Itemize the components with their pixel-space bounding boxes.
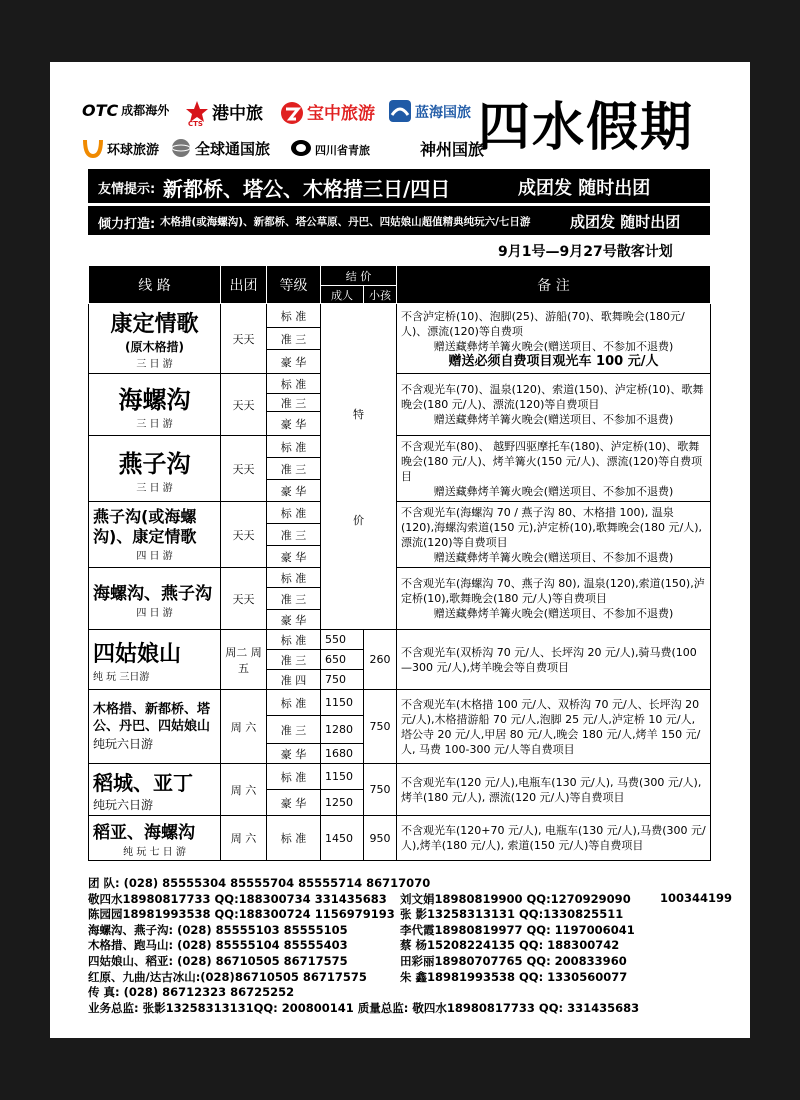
route-days: 纯玩六日游 bbox=[93, 797, 154, 812]
logo-otc-name: 成都海外 bbox=[121, 103, 170, 118]
adult-price: 1280 bbox=[321, 716, 364, 744]
grade-cell: 标 准 bbox=[267, 630, 321, 650]
logo-otc bbox=[82, 101, 169, 120]
route-cell bbox=[89, 374, 221, 436]
grade-cell: 标 准 bbox=[267, 374, 321, 394]
adult-price: 1450 bbox=[321, 816, 364, 861]
grade-cell: 标 准 bbox=[267, 304, 321, 328]
grade-cell: 准 三 bbox=[267, 328, 321, 350]
route-cell bbox=[89, 568, 221, 630]
special-char-te: 特 bbox=[353, 407, 364, 421]
logo-bcts bbox=[280, 99, 375, 129]
banner-tip bbox=[88, 169, 710, 203]
note-cell bbox=[397, 816, 711, 861]
logo-quanqiutong bbox=[170, 137, 270, 163]
logo-quanqiutong-name: 全球通国旅 bbox=[195, 140, 271, 158]
logo-qinglv-name: 四川省青旅 bbox=[315, 144, 370, 157]
route-name: 木格措、新都桥、塔公、丹巴、四姑娘山 bbox=[93, 702, 211, 734]
grade-cell: 豪 华 bbox=[267, 744, 321, 764]
depart-freq: 周 六 bbox=[221, 816, 267, 861]
note-line-emphasis: 赠送必须自费项目观光车 100 元/人 bbox=[448, 353, 659, 369]
contact-text: 团 队: (028) 85555304 85555704 85555714 86717070 bbox=[88, 876, 431, 890]
logo-qinglv bbox=[290, 139, 370, 161]
route-days: 三 日 游 bbox=[136, 359, 173, 370]
header-depart: 出团 bbox=[221, 266, 267, 304]
grade-cell: 标 准 bbox=[267, 764, 321, 790]
contact-text: 红原、九曲/达古冰山:(028)86710505 86717575 bbox=[88, 969, 367, 984]
depart-freq: 周二 周五 bbox=[221, 630, 267, 690]
note-line: 赠送藏彝烤羊篝火晚会(赠送项目、不参加不退费) bbox=[433, 607, 674, 620]
depart-freq: 天天 bbox=[221, 568, 267, 630]
lanhai-logo-icon bbox=[388, 99, 412, 127]
route-name: 燕子沟(或海螺沟)、康定情歌 bbox=[93, 507, 197, 546]
price-table bbox=[88, 265, 711, 861]
adult-price: 1680 bbox=[321, 744, 364, 764]
contact-row bbox=[88, 937, 728, 953]
contact-row bbox=[88, 875, 728, 891]
contact-row bbox=[88, 969, 728, 985]
note-line: 不含观光车(木格措 100 元/人、双桥沟 70 元/人、长坪沟 20 元/人),木格措游船 70 元/人,泡脚 25 元/人,泸定桥 10 元/人,塔公寺 20 元/人,甲居 80 元/人,晚会 180 元/人,烤羊 150 元/人, 马费 100-300 元/人等自费项目 bbox=[401, 697, 701, 756]
route-cell bbox=[89, 436, 221, 502]
logo-bcts-name: 宝中旅游 bbox=[307, 104, 375, 124]
banner-tip-right: 成团发 随时出团 bbox=[518, 178, 651, 199]
depart-freq: 天天 bbox=[221, 304, 267, 374]
child-price: 950 bbox=[364, 816, 397, 861]
grade-cell: 准 三 bbox=[267, 716, 321, 744]
adult-price: 1150 bbox=[321, 690, 364, 716]
route-sub: (原木格措) bbox=[125, 340, 184, 354]
note-line: 不含观光车(120+70 元/人), 电瓶车(130 元/人),马费(300 元/人),烤羊(180 元/人), 索道(150 元/人)等自费项目 bbox=[401, 824, 706, 852]
route-cell bbox=[89, 502, 221, 568]
logo-shenzhou bbox=[420, 137, 484, 160]
depart-freq: 周 六 bbox=[221, 764, 267, 816]
grade-cell: 标 准 bbox=[267, 690, 321, 716]
grade-cell: 豪 华 bbox=[267, 610, 321, 630]
route-name: 海螺沟、燕子沟 bbox=[93, 583, 212, 604]
note-cell bbox=[397, 436, 711, 502]
note-line: 不含观光车(80)、 越野四驱摩托车(180)、泸定桥(10)、歌舞晚会(180 元/人)、烤羊篝火(150 元/人)、漂流(120)等自费项目 bbox=[401, 439, 703, 483]
grade-cell: 准 三 bbox=[267, 588, 321, 610]
route-name: 稻城、亚丁 bbox=[93, 770, 193, 795]
contact-row bbox=[88, 953, 728, 969]
grade-cell: 标 准 bbox=[267, 436, 321, 458]
contact-text: 四姑娘山、稻亚: (028) 86710505 86717575 bbox=[88, 953, 348, 968]
table-row bbox=[89, 630, 711, 650]
grade-cell: 标 准 bbox=[267, 568, 321, 588]
child-price: 750 bbox=[364, 690, 397, 764]
depart-freq: 天天 bbox=[221, 502, 267, 568]
banner-feature-text: 木格措(或海螺沟)、新都桥、塔公草原、丹巴、四姑娘山超值精典纯玩六/七日游 bbox=[160, 216, 531, 228]
page-title: 四水假期 bbox=[478, 97, 695, 158]
adult-price: 1250 bbox=[321, 790, 364, 816]
globe-icon bbox=[170, 137, 192, 163]
note-cell bbox=[397, 502, 711, 568]
bcts-logo-icon bbox=[280, 101, 304, 129]
route-days: 三 日 游 bbox=[136, 482, 173, 494]
logo-huanqiu-name: 环球旅游 bbox=[107, 143, 160, 158]
special-char-jia: 价 bbox=[353, 513, 364, 527]
depart-freq: 天天 bbox=[221, 436, 267, 502]
grade-cell: 豪 华 bbox=[267, 546, 321, 568]
route-name: 四姑娘山 bbox=[93, 641, 182, 667]
contact-row bbox=[88, 890, 733, 907]
route-cell bbox=[89, 304, 221, 374]
route-cell bbox=[89, 764, 221, 816]
note-cell bbox=[397, 630, 711, 690]
route-name: 燕子沟 bbox=[118, 449, 191, 478]
child-price: 750 bbox=[364, 764, 397, 816]
note-line: 不含观光车(120 元/人),电瓶车(130 元/人), 马费(300 元/人),烤羊(180 元/人), 漂流(120 元/人)等自费项目 bbox=[401, 775, 702, 804]
grade-cell: 标 准 bbox=[267, 816, 321, 861]
grade-cell: 豪 华 bbox=[267, 480, 321, 502]
grade-cell: 准 四 bbox=[267, 670, 321, 690]
depart-freq: 周 六 bbox=[221, 690, 267, 764]
adult-price: 1150 bbox=[321, 764, 364, 790]
note-cell bbox=[397, 690, 711, 764]
note-cell bbox=[397, 568, 711, 630]
route-days: 三 日 游 bbox=[136, 418, 173, 430]
contact-text: 敬四水18980817733 QQ:188300734 331435683 bbox=[88, 891, 387, 906]
table-row bbox=[89, 568, 711, 588]
contact-text: 木格措、跑马山: (028) 85555104 85555403 bbox=[88, 938, 348, 953]
logo-shenzhou-name: 神州国旅 bbox=[420, 140, 485, 159]
banner-feature bbox=[88, 206, 710, 235]
note-cell bbox=[397, 374, 711, 436]
header-note: 备 注 bbox=[397, 266, 711, 304]
contact-row bbox=[88, 906, 728, 922]
note-line: 赠送藏彝烤羊篝火晚会(赠送项目、不参加不退费) bbox=[433, 484, 674, 498]
depart-freq: 天天 bbox=[221, 374, 267, 436]
grade-cell: 准 三 bbox=[267, 394, 321, 412]
header-child: 小孩 bbox=[364, 286, 397, 304]
grade-cell: 准 三 bbox=[267, 524, 321, 546]
route-days: 四 日 游 bbox=[136, 551, 173, 562]
note-cell bbox=[397, 764, 711, 816]
note-line: 不含观光车(海螺沟 70、燕子沟 80), 温泉(120),索道(150),泸定桥(10),歌舞晚会(180 元/人)等自费项目 bbox=[401, 577, 705, 605]
grade-cell: 准 三 bbox=[267, 458, 321, 480]
contact-row bbox=[88, 984, 728, 1000]
child-price: 260 bbox=[364, 630, 397, 690]
table-row bbox=[89, 304, 711, 328]
logo-lanhai bbox=[388, 99, 471, 127]
otc-logo-icon: OTC bbox=[82, 101, 119, 120]
contact-text: 陈园园18981993538 QQ:188300724 1156979193 bbox=[88, 907, 395, 922]
plan-title: 9月1号—9月27号散客计划 bbox=[498, 244, 673, 260]
grade-cell: 豪 华 bbox=[267, 350, 321, 374]
contact-section bbox=[88, 875, 733, 1015]
banner-tip-label: 友情提示: bbox=[98, 182, 156, 197]
cts-star-icon bbox=[185, 100, 209, 130]
contact-text: 田彩丽18980707765 QQ: 200833960 bbox=[400, 953, 627, 968]
route-days: 纯玩六日游 bbox=[93, 737, 154, 751]
adult-price: 750 bbox=[321, 670, 364, 690]
contact-text: 蔡 杨15208224135 QQ: 188300742 bbox=[400, 938, 620, 953]
route-name: 稻亚、海螺沟 bbox=[93, 823, 195, 843]
route-days: 纯 玩 七 日 游 bbox=[123, 847, 186, 858]
route-days: 纯 玩 三日游 bbox=[93, 671, 150, 683]
logo-cts-name: 港中旅 bbox=[212, 104, 263, 124]
contact-text: 传 真: (028) 86712323 86725252 bbox=[88, 985, 295, 1000]
banner-feature-right: 成团发 随时出团 bbox=[570, 213, 681, 231]
grade-cell: 豪 华 bbox=[267, 412, 321, 436]
route-cell bbox=[89, 690, 221, 764]
table-row bbox=[89, 690, 711, 716]
route-cell bbox=[89, 630, 221, 690]
note-line: 不含泸定桥(10)、泡脚(25)、游船(70)、歌舞晚会(180元/人)、漂流(120)等自费项 bbox=[401, 309, 685, 338]
banner-tip-text: 新都桥、塔公、木格措三日/四日 bbox=[163, 177, 451, 201]
grade-cell: 豪 华 bbox=[267, 790, 321, 816]
flyer-sheet bbox=[50, 62, 750, 1038]
contact-text: 朱 鑫18981993538 QQ: 1330560077 bbox=[400, 969, 628, 984]
contact-text: 张 影13258313131 QQ:1330825511 bbox=[400, 907, 624, 922]
contact-text: 海螺沟、燕子沟: (028) 85555103 85555105 bbox=[88, 922, 348, 937]
contact-text: 刘文娟18980819900 QQ:1270929090 bbox=[400, 891, 631, 906]
adult-price: 650 bbox=[321, 650, 364, 670]
note-line: 赠送藏彝烤羊篝火晚会(赠送项目、不参加不退费) bbox=[433, 550, 674, 564]
note-line: 赠送藏彝烤羊篝火晚会(赠送项目、不参加不退费) bbox=[433, 339, 674, 353]
logo-lanhai-name: 蓝海国旅 bbox=[415, 105, 471, 121]
note-cell bbox=[397, 304, 711, 374]
table-row bbox=[89, 502, 711, 524]
partner-logos bbox=[80, 97, 520, 165]
svg-text:CTS: CTS bbox=[188, 120, 203, 126]
contact-text: 业务总监: 张影13258313131QQ: 200800141 质量总监: 敬四水18980817733 QQ: 331435683 bbox=[88, 1000, 640, 1015]
special-price-cell bbox=[321, 304, 397, 630]
grade-cell: 标 准 bbox=[267, 502, 321, 524]
note-line: 不含观光车(海螺沟 70 / 燕子沟 80、木格措 100), 温泉(120),海螺沟索道(150 元),泸定桥(10),歌舞晚会(180 元/人),漂流(120)等自费项目 bbox=[401, 505, 703, 549]
qinglv-logo-icon bbox=[290, 139, 312, 161]
grade-cell: 准 三 bbox=[267, 650, 321, 670]
logo-huanqiu bbox=[82, 137, 159, 163]
contact-text: 李代霞18980819977 QQ: 1197006041 bbox=[400, 922, 635, 937]
note-line: 赠送藏彝烤羊篝火晚会(赠送项目、不参加不退费) bbox=[433, 413, 674, 426]
huanqiu-logo-icon bbox=[82, 137, 104, 163]
banner-feature-label: 倾力打造: bbox=[98, 217, 156, 232]
contact-row bbox=[88, 1000, 728, 1016]
table-row bbox=[89, 764, 711, 790]
route-days: 四 日 游 bbox=[136, 607, 173, 619]
header-price: 结 价 bbox=[321, 266, 397, 286]
contact-row bbox=[88, 922, 728, 938]
header-adult: 成人 bbox=[321, 286, 364, 304]
contact-text: 100344199 bbox=[660, 890, 733, 905]
table-row bbox=[89, 436, 711, 458]
note-line: 不含观光车(双桥沟 70 元/人、长坪沟 20 元/人),骑马费(100—300 元/人),烤羊晚会等自费项目 bbox=[401, 645, 697, 674]
table-row bbox=[89, 816, 711, 861]
table-row bbox=[89, 374, 711, 394]
route-name: 海螺沟 bbox=[118, 385, 191, 414]
route-name: 康定情歌 bbox=[110, 312, 199, 337]
note-line: 不含观光车(70)、温泉(120)、索道(150)、泸定桥(10)、歌舞晚会(180 元/人)、漂流(120)等自费项目 bbox=[401, 383, 704, 411]
route-cell bbox=[89, 816, 221, 861]
adult-price: 550 bbox=[321, 630, 364, 650]
logo-cts bbox=[185, 99, 263, 130]
header-route: 线 路 bbox=[89, 266, 221, 304]
header-grade: 等级 bbox=[267, 266, 321, 304]
